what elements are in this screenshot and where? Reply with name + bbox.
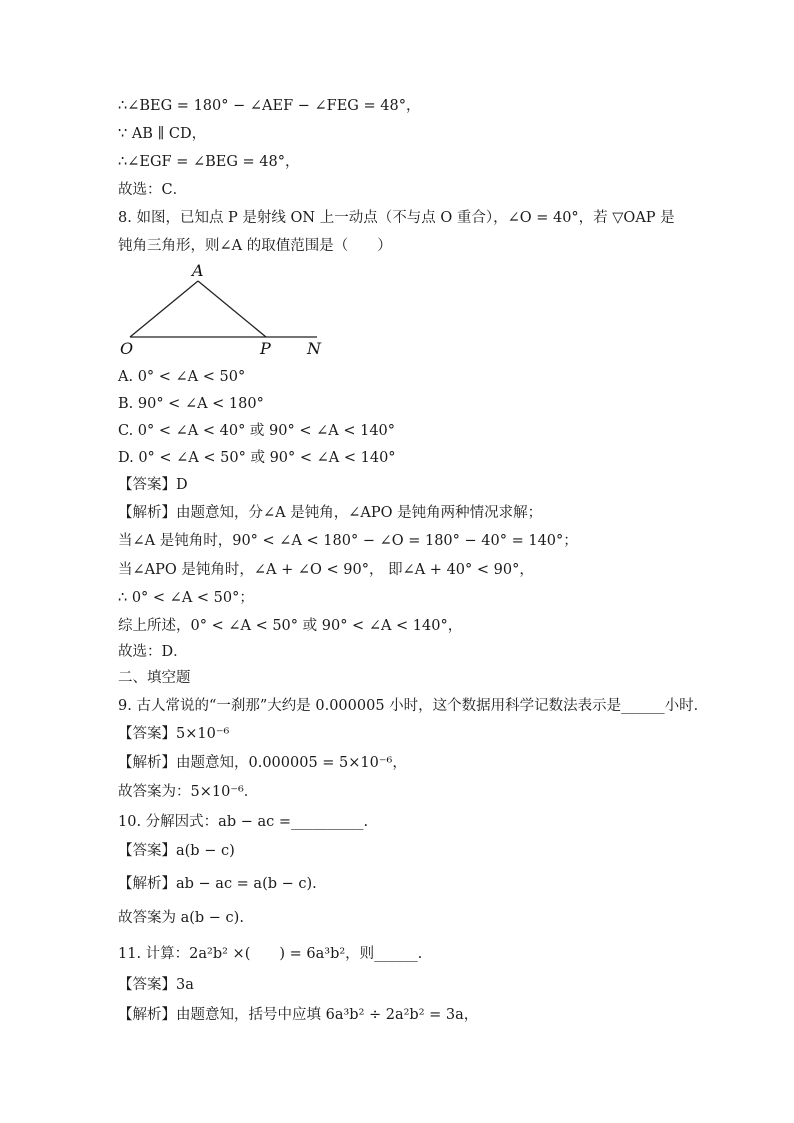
solution-line-1: ∴∠BEG = 180° − ∠AEF − ∠FEG = 48°， <box>118 98 421 114</box>
answer-9: 【答案】5×10⁻⁶ <box>118 726 230 742</box>
question-11: 11. 计算：2a²b² ×( ) = 6a³b²，则______. <box>118 946 423 962</box>
option-c: C. 0° < ∠A < 40° 或 90° < ∠A < 140° <box>118 423 396 439</box>
triangle-figure <box>112 258 342 360</box>
answer-11: 【答案】3a <box>118 977 194 993</box>
label-a: A <box>192 261 204 280</box>
label-n: N <box>307 339 321 358</box>
analysis-11: 【解析】由题意知，括号中应填 6a³b² ÷ 2a²b² = 3a， <box>118 1007 479 1023</box>
question-8: 8. 如图，已知点 P 是射线 ON 上一动点（不与点 O 重合），∠O = 40°，若 ▽OAP 是钝角三角形，则∠A 的取值范围是（ ） <box>118 210 675 254</box>
solution-line-3: ∴∠EGF = ∠BEG = 48°， <box>118 154 300 170</box>
section-heading: 二、填空题 <box>118 670 191 686</box>
label-o: O <box>120 339 134 358</box>
analysis-8-line-2: 当∠A 是钝角时，90° < ∠A < 180° − ∠O = 180° − 40° = 140°； <box>118 533 578 549</box>
option-a: A. 0° < ∠A < 50° <box>118 369 246 385</box>
analysis-8-line-5: 综上所述，0° < ∠A < 50° 或 90° < ∠A < 140°， <box>118 618 463 634</box>
analysis-8-line-1: 【解析】由题意知，分∠A 是钝角，∠APO 是钝角两种情况求解； <box>118 505 543 521</box>
label-p: P <box>260 339 271 358</box>
question-10: 10. 分解因式：ab − ac =__________. <box>118 814 369 830</box>
result-9: 故答案为：5×10⁻⁶． <box>118 784 259 800</box>
analysis-8-line-3: 当∠APO 是钝角时，∠A + ∠O < 90°， 即∠A + 40° < 90°， <box>118 562 534 578</box>
analysis-8-line-4: ∴ 0° < ∠A < 50°； <box>118 590 254 606</box>
segment-ap <box>198 281 266 337</box>
option-d: D. 0° < ∠A < 50° 或 90° < ∠A < 140° <box>118 450 396 466</box>
analysis-9: 【解析】由题意知，0.000005 = 5×10⁻⁶， <box>118 755 407 771</box>
analysis-10: 【解析】ab − ac = a(b − c). <box>118 876 317 892</box>
choice-result-8: 故选：D． <box>118 644 188 660</box>
question-9: 9. 古人常说的“一刹那”大约是 0.000005 小时，这个数据用科学记数法表示是______小时． <box>118 698 709 714</box>
solution-line-2: ∵ AB ∥ CD， <box>118 126 207 142</box>
answer-10: 【答案】a(b − c) <box>118 843 235 859</box>
result-10: 故答案为 a(b − c). <box>118 910 244 926</box>
segment-oa <box>130 281 198 337</box>
choice-result-7: 故选：C． <box>118 182 188 198</box>
answer-8: 【答案】D <box>118 477 188 493</box>
option-b: B. 90° < ∠A < 180° <box>118 396 264 412</box>
